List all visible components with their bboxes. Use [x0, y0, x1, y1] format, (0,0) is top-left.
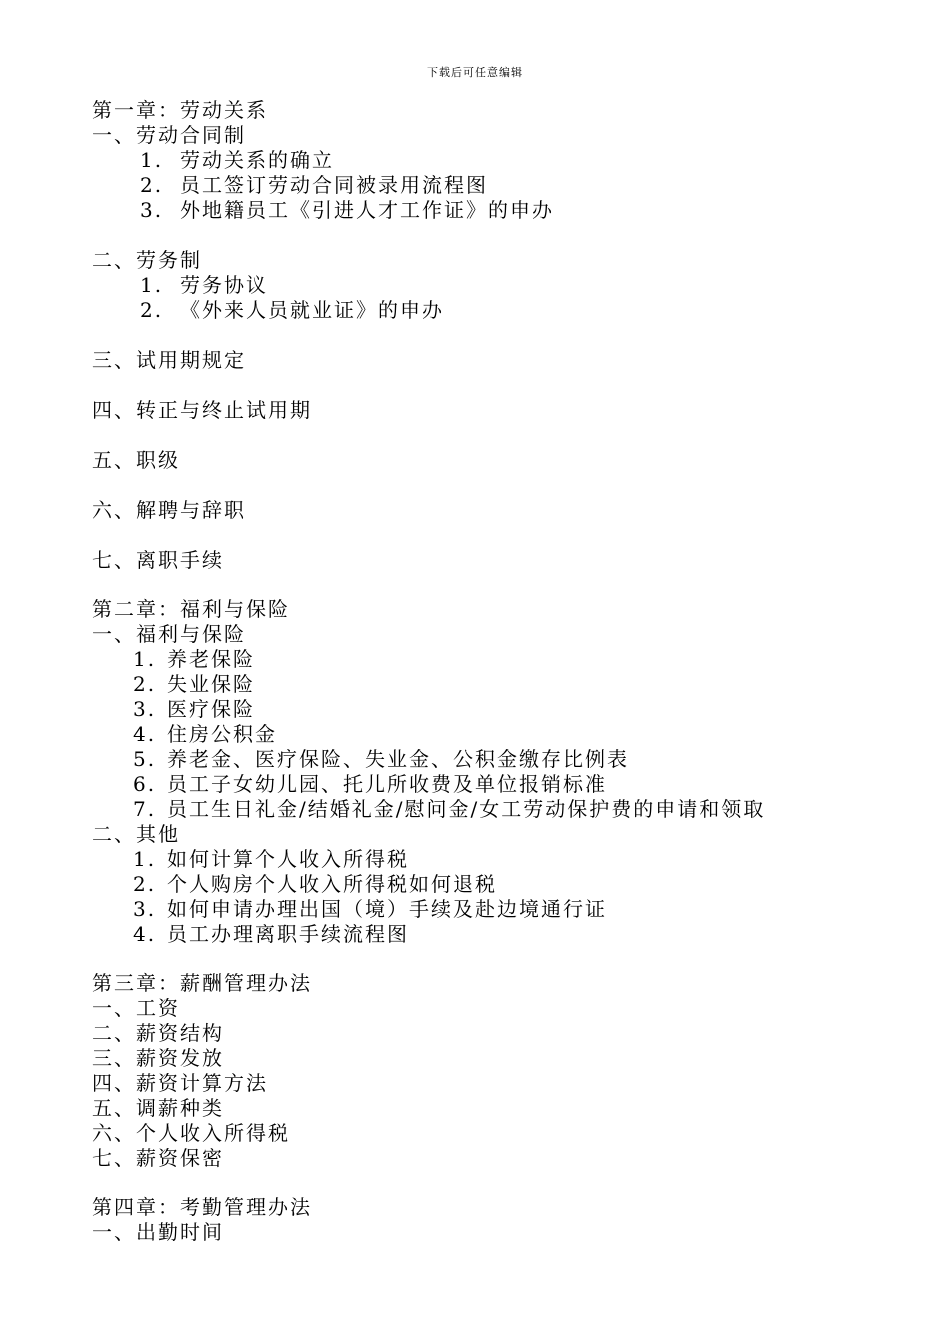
list-item: [140, 273, 268, 297]
list-item-number: 1.: [140, 148, 164, 172]
list-item-number: 3.: [133, 897, 157, 921]
section-heading: 六、个人收入所得税: [92, 1121, 290, 1145]
section-heading: 五、调薪种类: [92, 1096, 224, 1120]
list-item: [133, 847, 409, 871]
list-item-number: 2.: [133, 872, 157, 896]
list-item-text: 外地籍员工《引进人才工作证》的申办: [180, 198, 554, 222]
chapter-title: 第二章：福利与保险: [92, 597, 290, 621]
list-item-text: 失业保险: [167, 672, 255, 696]
section-heading: 三、薪资发放: [92, 1046, 224, 1070]
list-item-text: 《外来人员就业证》的申办: [180, 298, 444, 322]
section-heading: 七、薪资保密: [92, 1146, 224, 1170]
list-item-number: 6.: [133, 772, 157, 796]
list-item-text: 劳动关系的确立: [180, 148, 334, 172]
list-item: [140, 173, 488, 197]
list-item: [133, 922, 409, 946]
section-heading: 二、劳务制: [92, 248, 202, 272]
list-item-number: 2.: [140, 298, 164, 322]
section-heading: 四、转正与终止试用期: [92, 398, 312, 422]
list-item: [133, 872, 497, 896]
list-item: [133, 647, 255, 671]
section-heading: 五、职级: [92, 448, 180, 472]
list-item: [140, 148, 334, 172]
list-item-number: 4.: [133, 922, 157, 946]
list-item-number: 1.: [133, 847, 157, 871]
list-item-text: 养老金、医疗保险、失业金、公积金缴存比例表: [167, 747, 629, 771]
chapter-title: 第四章：考勤管理办法: [92, 1195, 312, 1219]
list-item-text: 员工子女幼儿园、托儿所收费及单位报销标准: [167, 772, 607, 796]
list-item-text: 住房公积金: [167, 722, 277, 746]
section-heading: 一、福利与保险: [92, 622, 246, 646]
page-header: 下载后可任意编辑: [427, 66, 523, 79]
list-item: [133, 772, 607, 796]
list-item: [140, 198, 554, 222]
list-item-number: 1.: [133, 647, 157, 671]
list-item-text: 劳务协议: [180, 273, 268, 297]
list-item-text: 如何申请办理出国（境）手续及赴边境通行证: [167, 897, 607, 921]
list-item-number: 5.: [133, 747, 157, 771]
list-item: [133, 722, 277, 746]
section-heading: 二、薪资结构: [92, 1021, 224, 1045]
list-item-number: 1.: [140, 273, 164, 297]
section-heading: 四、薪资计算方法: [92, 1071, 268, 1095]
list-item-number: 7.: [133, 797, 157, 821]
section-heading: 一、工资: [92, 996, 180, 1020]
list-item: [133, 797, 765, 821]
list-item-text: 员工签订劳动合同被录用流程图: [180, 173, 488, 197]
list-item: [133, 697, 255, 721]
section-heading: 三、试用期规定: [92, 348, 246, 372]
section-heading: 二、其他: [92, 822, 180, 846]
section-heading: 一、劳动合同制: [92, 123, 246, 147]
list-item-number: 3.: [133, 697, 157, 721]
list-item-number: 3.: [140, 198, 164, 222]
list-item-text: 员工办理离职手续流程图: [167, 922, 409, 946]
list-item-text: 个人购房个人收入所得税如何退税: [167, 872, 497, 896]
list-item-number: 2.: [140, 173, 164, 197]
chapter-title: 第三章：薪酬管理办法: [92, 971, 312, 995]
list-item-number: 4.: [133, 722, 157, 746]
list-item: [133, 747, 629, 771]
chapter-title: 第一章：劳动关系: [92, 98, 268, 122]
list-item-text: 员工生日礼金/结婚礼金/慰问金/女工劳动保护费的申请和领取: [167, 797, 766, 821]
list-item: [133, 897, 607, 921]
list-item: [133, 672, 255, 696]
section-heading: 一、出勤时间: [92, 1220, 224, 1244]
section-heading: 六、解聘与辞职: [92, 498, 246, 522]
list-item-number: 2.: [133, 672, 157, 696]
list-item: [140, 298, 444, 322]
list-item-text: 如何计算个人收入所得税: [167, 847, 409, 871]
section-heading: 七、离职手续: [92, 548, 224, 572]
list-item-text: 医疗保险: [167, 697, 255, 721]
list-item-text: 养老保险: [167, 647, 255, 671]
